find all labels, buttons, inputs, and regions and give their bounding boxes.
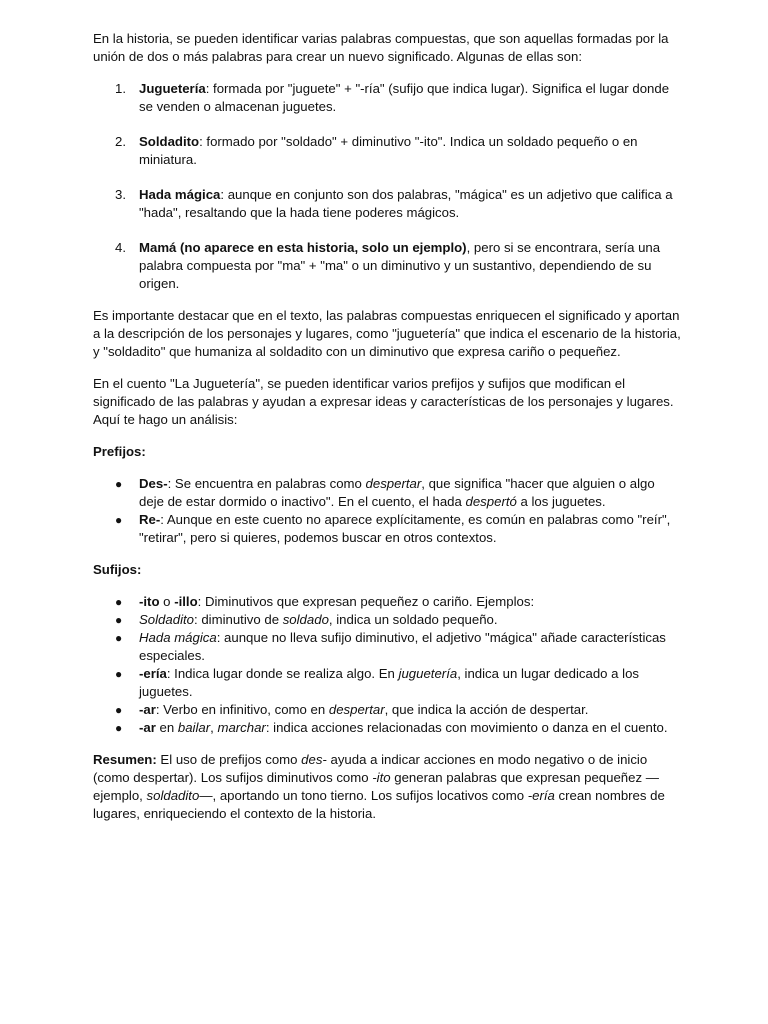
- list-item: [93, 186, 683, 222]
- list-item: [93, 611, 683, 629]
- list-number: 2.: [115, 134, 126, 149]
- bullet-icon: ●: [115, 667, 123, 681]
- list-item-text: Mamá (no aparece en esta historia, solo un ejemplo), pero si se encontrara, sería una palabra compuesta por "ma" + "ma" o un diminutivo y un sustantivo, dependiendo de su origen.: [139, 240, 661, 291]
- list-item-text: -ería: Indica lugar donde se realiza algo. En juguetería, indica un lugar dedicado a los juguetes.: [139, 666, 640, 699]
- sufijos-heading: Sufijos:: [93, 562, 142, 577]
- list-item: [93, 701, 683, 719]
- compound-words-list: [93, 80, 683, 293]
- list-item-text: Hada mágica: aunque no lleva sufijo diminutivo, el adjetivo "mágica" añade características especiales.: [139, 630, 666, 663]
- cuento-intro-paragraph: En el cuento "La Juguetería", se pueden identificar varios prefijos y sufijos que modifican el significado de las palabras y ayudan a expresar ideas y características de los personajes y lugares. Aquí te hago un análisis:: [93, 376, 674, 427]
- list-item: [93, 629, 683, 665]
- document-body: [93, 30, 683, 837]
- list-number: 1.: [115, 81, 126, 96]
- list-item-text: -ar en bailar, marchar: indica acciones relacionadas con movimiento o danza en el cuento.: [139, 720, 668, 735]
- bullet-icon: ●: [115, 613, 123, 627]
- list-item: [93, 593, 683, 611]
- bullet-icon: ●: [115, 721, 123, 735]
- prefijos-list: [93, 475, 683, 547]
- list-item: [93, 80, 683, 116]
- sufijos-list: [93, 593, 683, 737]
- list-item-text: -ito o -illo: Diminutivos que expresan pequeñez o cariño. Ejemplos:: [139, 594, 535, 609]
- list-item-text: Re-: Aunque en este cuento no aparece explícitamente, es común en palabras como "reír", "retirar", pero si quieres, podemos buscar en otros contextos.: [139, 512, 671, 545]
- bullet-icon: ●: [115, 513, 123, 527]
- list-item: [93, 719, 683, 737]
- list-item: [93, 239, 683, 293]
- list-item-text: Juguetería: formada por "juguete" + "-ría" (sufijo que indica lugar). Significa el lugar donde se venden o almacenan juguetes.: [139, 81, 670, 114]
- bullet-icon: ●: [115, 477, 123, 491]
- list-item: [93, 133, 683, 169]
- intro-paragraph: En la historia, se pueden identificar varias palabras compuestas, que son aquellas formadas por la unión de dos o más palabras para crear un nuevo significado. Algunas de ellas son:: [93, 31, 669, 64]
- bullet-icon: ●: [115, 703, 123, 717]
- list-number: 4.: [115, 240, 126, 255]
- list-item-text: Hada mágica: aunque en conjunto son dos palabras, "mágica" es un adjetivo que califica a "hada", resaltando que la hada tiene poderes mágicos.: [139, 187, 673, 220]
- bullet-icon: ●: [115, 631, 123, 645]
- list-item: [93, 665, 683, 701]
- prefijos-heading: Prefijos:: [93, 444, 146, 459]
- list-item-text: Soldadito: diminutivo de soldado, indica un soldado pequeño.: [139, 612, 498, 627]
- list-item: [93, 511, 683, 547]
- resumen-paragraph: Resumen: El uso de prefijos como des- ayuda a indicar acciones en modo negativo o de inicio (como despertar). Los sufijos diminutivos como -ito generan palabras que expresan pequeñez —ejemplo, soldadito—, aportando un tono tierno. Los sufijos locativos como -ería crean nombres de lugares, enriqueciendo el contexto de la historia.: [93, 752, 665, 821]
- importance-paragraph: Es importante destacar que en el texto, las palabras compuestas enriquecen el significado y aportan a la descripción de los personajes y lugares, como "juguetería" que indica el escenario de la historia, y "soldadito" que humaniza al soldadito con un diminutivo que expresa cariño o pequeñez.: [93, 308, 681, 359]
- list-number: 3.: [115, 187, 126, 202]
- bullet-icon: ●: [115, 595, 123, 609]
- list-item-text: -ar: Verbo en infinitivo, como en despertar, que indica la acción de despertar.: [139, 702, 589, 717]
- list-item-text: Soldadito: formado por "soldado" + diminutivo "-ito". Indica un soldado pequeño o en miniatura.: [139, 134, 638, 167]
- list-item-text: Des-: Se encuentra en palabras como despertar, que significa "hacer que alguien o algo deje de estar dormido o inactivo". En el cuento, el hada despertó a los juguetes.: [139, 476, 655, 509]
- list-item: [93, 475, 683, 511]
